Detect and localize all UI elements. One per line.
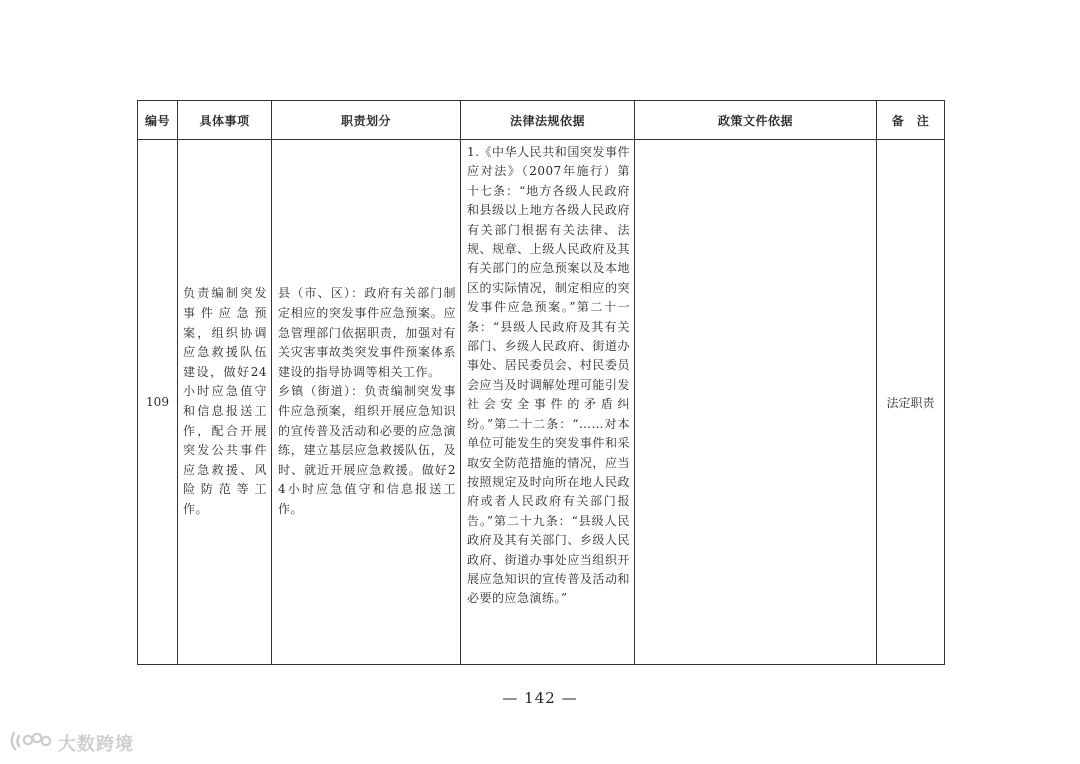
- header-remark: 备 注: [877, 101, 945, 140]
- header-policy: 政策文件依据: [635, 101, 877, 140]
- watermark: [10, 729, 134, 757]
- duty-cell: [272, 140, 461, 665]
- table-header-row: [138, 101, 945, 140]
- duty-town-text: 乡镇（街道）：负责编制突发事件应急预案，组织开展应急知识的宣传普及活动和必要的应急演练，建立基层应急救援队伍，及时、就近开展应急救援。做好24小时应急值守和信息报送工作。: [278, 384, 456, 516]
- brand-logo-icon: [10, 729, 54, 757]
- watermark-text: 大数跨境: [58, 734, 134, 755]
- item-text: 负责编制突发事件应急预案，组织协调应急救援队伍建设，做好24小时应急值守和信息报送工作，配合开展突发公共事件应急救援、风险防范等工作。: [183, 286, 267, 516]
- page-number: — 142 —: [502, 689, 578, 707]
- policy-cell: [635, 140, 877, 665]
- header-number: 编号: [138, 101, 178, 140]
- header-law: 法律法规依据: [461, 101, 635, 140]
- law-cell: [461, 140, 635, 665]
- header-item: 具体事项: [178, 101, 272, 140]
- responsibility-table: [137, 100, 945, 665]
- law-text: 1.《中华人民共和国突发事件应对法》（2007年施行）第十七条：“地方各级人民政府和县级以上地方各级人民政府有关部门根据有关法律、法规、规章、上级人民政府及其有关部门的应急预案以及本地区的实际情况，制定相应的突发事件应急预案。”第二十一条：“县级人民政府及其有关部门、乡级人民政府、街道办事处、居民委员会、村民委员会应当及时调解处理可能引发社会安全事件的矛盾纠纷。”第二十二条：“……对本单位可能发生的突发事件和采取安全防范措施的情况，应当按照规定及时向所在地人民政府或者人民政府有关部门报告。”第二十九条：“县级人民政府及其有关部门、乡级人民政府、街道办事处应当组织开展应急知识的宣传普及活动和必要的应急演练。”: [467, 145, 630, 606]
- header-duty: 职责划分: [272, 101, 461, 140]
- table-row: [138, 140, 945, 665]
- row-number-cell: 109: [138, 140, 178, 665]
- item-cell: [178, 140, 272, 665]
- duty-county-text: 县（市、区）：政府有关部门制定相应的突发事件应急预案。应急管理部门依据职责，加强对有关灾害事故类突发事件预案体系建设的指导协调等相关工作。: [278, 286, 456, 379]
- remark-cell: 法定职责: [877, 140, 945, 665]
